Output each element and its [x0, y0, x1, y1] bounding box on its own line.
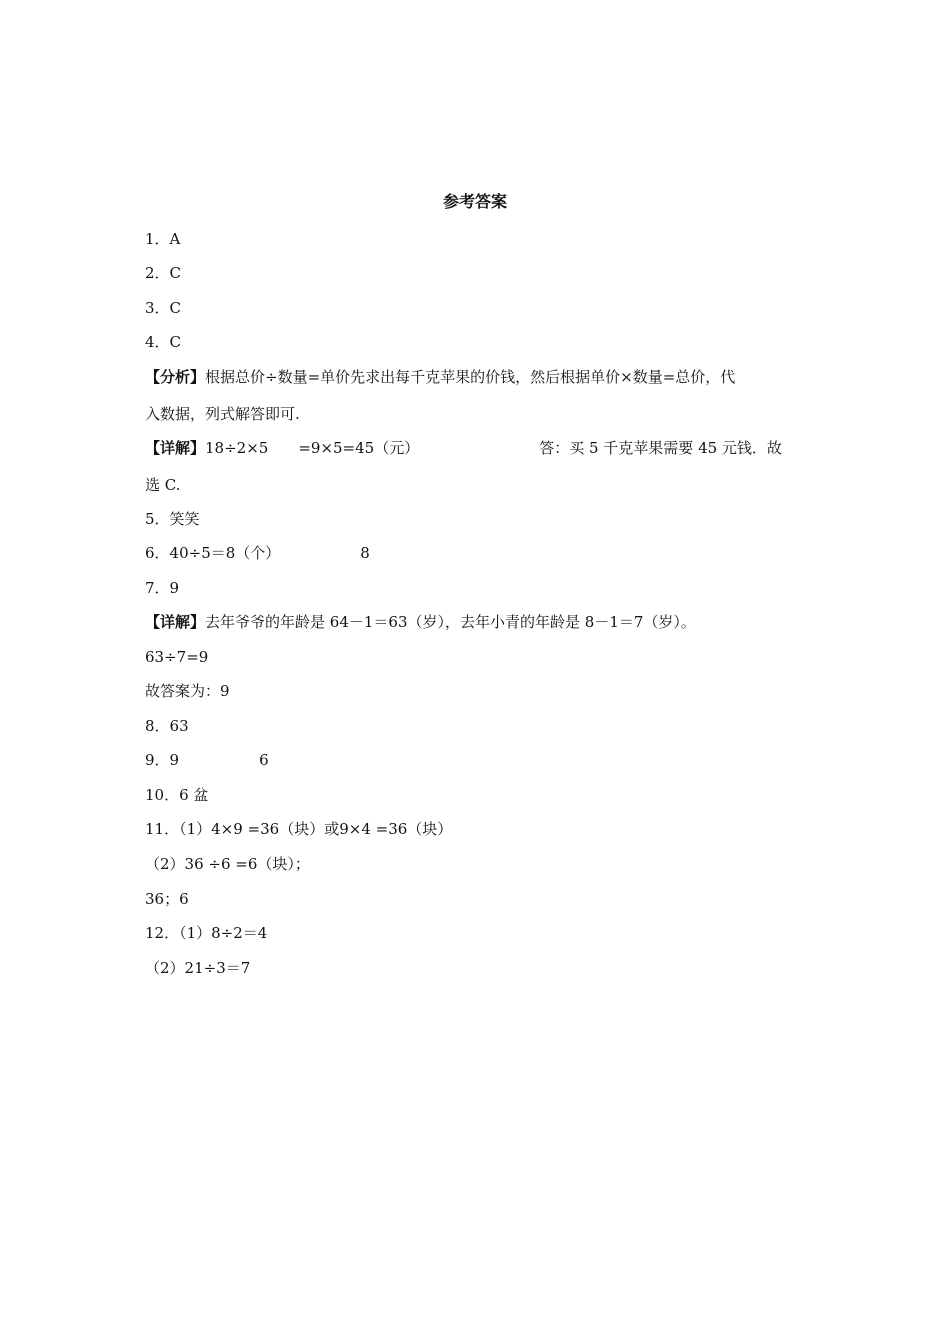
detail-tag: 【详解】	[145, 613, 206, 631]
answer-5: 5．笑笑	[145, 510, 200, 528]
analysis-text: 根据总价÷数量=单价先求出每千克苹果的价钱，然后根据单价×数量=总价，代	[205, 368, 736, 386]
detail-continuation: 选 C.	[145, 476, 181, 494]
answer-9: 9．9 6	[145, 751, 269, 769]
analysis-tag: 【分析】	[145, 368, 206, 386]
answer-12-1: 12．（1）8÷2＝4	[145, 924, 268, 942]
page-title: 参考答案	[442, 192, 507, 211]
answer-2: 2．C	[145, 264, 182, 282]
answer-8: 8．63	[145, 717, 189, 735]
answer-10: 10．6 盆	[145, 786, 209, 804]
detail-result: =9×5=45（元）	[298, 439, 420, 457]
analysis-continuation: 入数据，列式解答即可.	[145, 405, 300, 423]
answer-3: 3．C	[145, 299, 182, 317]
detail-tag: 【详解】	[145, 439, 206, 457]
answer-6: 6．40÷5＝8（个） 8	[145, 544, 370, 562]
answer-12-2: （2）21÷3＝7	[145, 959, 251, 977]
calculation: 63÷7=9	[145, 648, 209, 666]
answer-11-3: 36；6	[145, 890, 189, 908]
answer-statement: 故答案为：9	[145, 682, 230, 700]
detail-line-1	[145, 438, 782, 458]
answer-11-1: 11．（1）4×9 =36（块）或9×4 =36（块）	[145, 820, 453, 838]
analysis-line	[145, 367, 735, 387]
detail-line-2: 【详解】去年爷爷的年龄是 64－1＝63（岁），去年小青的年龄是 8－1＝7（岁）。	[145, 613, 696, 631]
detail-expression: 18÷2×5	[205, 439, 269, 457]
answer-1: 1．A	[145, 230, 181, 248]
answer-11-2: （2）36 ÷6 =6（块）；	[145, 855, 310, 873]
detail-answer: 答：买 5 千克苹果需要 45 元钱．故	[539, 439, 782, 457]
answer-4: 4．C	[145, 333, 182, 351]
answer-7: 7．9	[145, 579, 180, 597]
